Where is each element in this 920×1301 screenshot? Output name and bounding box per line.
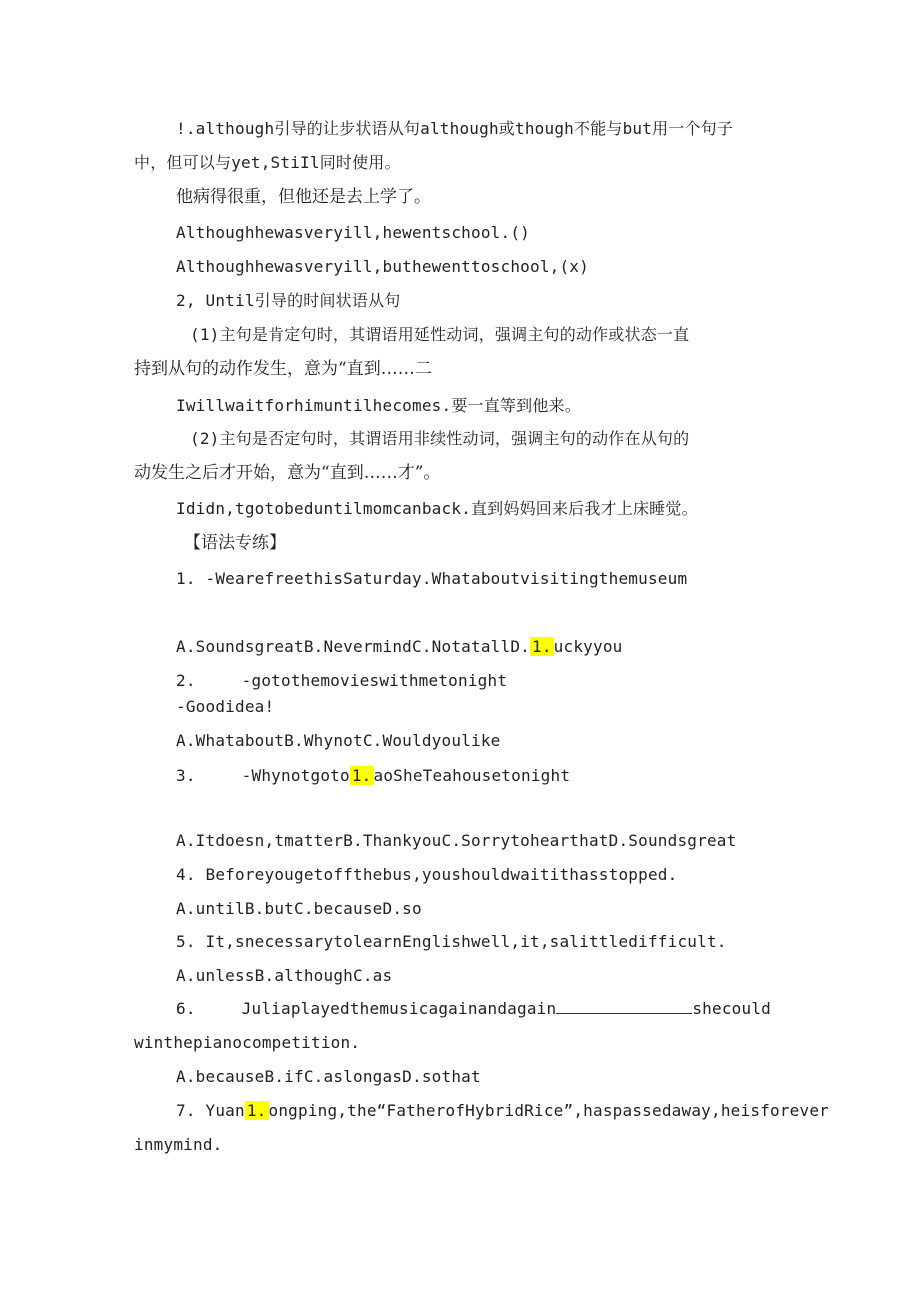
section-heading: 2, Until引导的时间状语从句 xyxy=(176,291,401,310)
question-6-continued: winthepianocompetition. xyxy=(134,1033,361,1052)
option-text: uckyyou xyxy=(553,637,623,656)
option-text: A.SoundsgreatB.NevermindC.NotatallD. xyxy=(176,637,530,656)
section-title: 【语法专练】 xyxy=(184,533,286,553)
question-text: Juliaplayedthemusicagainandagain xyxy=(241,999,557,1018)
question-2 xyxy=(176,670,507,692)
highlight-mark: 1. xyxy=(351,766,372,785)
example-sentence: Althoughhewasveryill,hewentschool.() xyxy=(176,223,530,242)
question-5: 5. It,snecessarytolearnEnglishwell,it,salittledifficult. xyxy=(176,932,727,951)
paragraph-line: 他病得很重，但他还是去上学了。 xyxy=(176,187,431,207)
paragraph-line: (2)主句是否定句时，其谓语用非续性动词，强调主句的动作在从句的 xyxy=(190,429,690,448)
question-1: 1. -WearefreethisSaturday.Whataboutvisitingthemuseum xyxy=(176,569,688,588)
question-7-continued: inmymind. xyxy=(134,1135,223,1154)
question-7 xyxy=(176,1100,829,1122)
question-number: 2. xyxy=(176,671,196,690)
paragraph-line: 动发生之后才开始，意为“直到……才”。 xyxy=(134,463,441,483)
question-2-reply: -Goodidea! xyxy=(176,697,275,716)
question-text: ongping,the“FatherofHybridRice”,haspassedaway,heisforever xyxy=(268,1101,829,1120)
question-text: 7. Yuan xyxy=(176,1101,245,1120)
question-6-options: A.becauseB.ifC.aslongasD.sothat xyxy=(176,1067,481,1086)
highlight-mark: 1. xyxy=(246,1101,267,1120)
question-2-options: A.WhataboutB.WhynotC.Wouldyoulike xyxy=(176,731,501,750)
question-4-options: A.untilB.butC.becauseD.so xyxy=(176,899,422,918)
question-number: 3. xyxy=(176,766,196,785)
paragraph-line: !.although引导的让步状语从句although或though不能与but用一个句子 xyxy=(176,119,734,138)
question-4: 4. Beforeyougetoffthebus,youshouldwaitithasstopped. xyxy=(176,865,678,884)
paragraph-line: (1)主句是肯定句时，其谓语用延性动词，强调主句的动作或状态一直 xyxy=(190,325,690,344)
question-6 xyxy=(176,998,771,1020)
question-text: aoSheTeahousetonight xyxy=(373,766,571,785)
paragraph-line: 持到从句的动作发生，意为“直到……二 xyxy=(134,359,432,379)
highlight-mark: 1. xyxy=(531,637,552,656)
question-text: -Whynotgoto xyxy=(241,766,350,785)
example-sentence: Ididn,tgotobeduntilmomcanback.直到妈妈回来后我才上床睡觉。 xyxy=(176,499,698,518)
question-1-options xyxy=(176,636,623,658)
paragraph-line: 中，但可以与yet,StiIl同时使用。 xyxy=(134,153,401,172)
question-text: -gotothemovieswithmetonight xyxy=(241,671,508,690)
example-sentence: Althoughhewasveryill,buthewenttoschool,(x) xyxy=(176,257,589,276)
question-text: shecould xyxy=(692,999,771,1018)
question-5-options: A.unlessB.althoughC.as xyxy=(176,966,393,985)
example-sentence: Iwillwaitforhimuntilhecomes.要一直等到他来。 xyxy=(176,396,581,415)
answer-blank[interactable] xyxy=(556,998,692,1014)
question-3 xyxy=(176,765,570,787)
question-3-options: A.Itdoesn,tmatterB.ThankyouC.SorrytohearthatD.Soundsgreat xyxy=(176,831,737,850)
question-number: 6. xyxy=(176,999,196,1018)
